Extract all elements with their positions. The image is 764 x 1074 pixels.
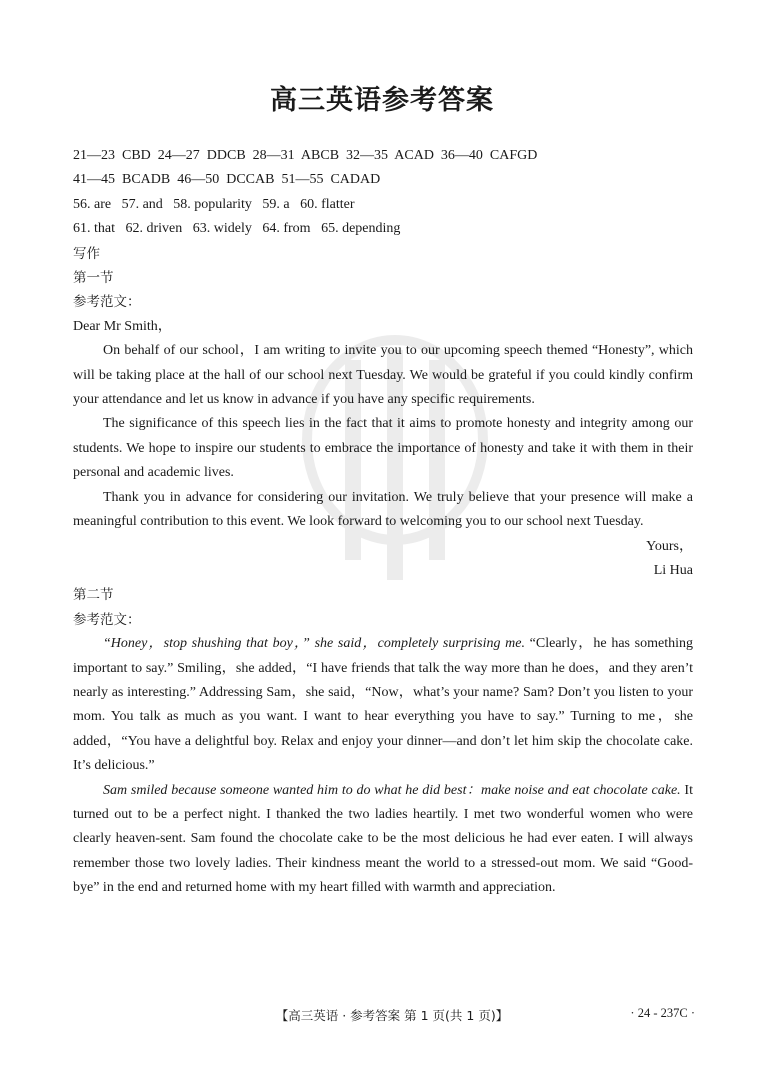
section2-heading: 第二节	[73, 587, 114, 604]
section1-sample-label: 参考范文：	[73, 294, 141, 311]
footer-code: · 24 - 237C ·	[630, 1006, 695, 1020]
story-paragraph-1-text: “Clearly，he has something important to say.” Smiling，she added，“I have friends that talk the way more than he does，and they aren’t nearly as interesting.” Addressing Sam，she said，“Now，what’s your name? Sam? Don’t you listen to your mom. You talk as much as you want. I want to hear everything you have to say.” Turning to me，she added，“You have a delightful boy. Relax and enjoy your dinner—and don’t let him skip the chocolate cake. It’s delicious.”	[73, 636, 693, 774]
story-paragraph-1-given-start: “Honey，stop shushing that boy，” she said，completely surprising me.	[103, 636, 525, 652]
story-paragraph-2-given-start: Sam smiled because someone wanted him to do what he did best：make noise and eat chocolate cake.	[103, 782, 681, 798]
page-title: 高三英语参考答案	[270, 85, 494, 116]
footer-page-info: 【高三英语 · 参考答案 第 1 页(共 1 页)】	[275, 1008, 509, 1023]
answer-line-2: 41—45 BCADB 46—50 DCCAB 51—55 CADAD	[73, 172, 381, 188]
story-paragraph-2-text: It turned out to be a perfect night. I thanked the two ladies heartily. I met two wonderful women who were clearly heaven-sent. Sam found the chocolate cake to be the most delicious he had ever eaten. I will always remember those two lovely ladies. Their kindness meant the world to a stressed-out mom. We said “Good-bye” in the end and returned home with my heart filled with warmth and appreciation.	[73, 782, 693, 896]
letter-paragraph-3: Thank you in advance for considering our invitation. We truly believe that your presence will make a meaningful contribution to this event. We look forward to welcoming you to our school next Tuesday.	[73, 489, 693, 530]
writing-heading: 写作	[73, 245, 100, 262]
story-paragraph-1	[73, 632, 693, 778]
section2-sample-label: 参考范文：	[73, 611, 141, 628]
letter-salutation: Dear Mr Smith，	[73, 318, 172, 334]
answer-line-1: 21—23 CBD 24—27 DDCB 28—31 ABCB 32—35 ACAD 36—40 CAFGD	[73, 148, 538, 163]
story-paragraph-2	[73, 779, 693, 901]
answer-line-3: 56. are 57. and 58. popularity 59. a 60. flatter	[73, 196, 355, 212]
section1-heading: 第一节	[73, 270, 114, 287]
letter-paragraph-1: On behalf of our school，I am writing to invite you to our upcoming speech themed “Honesty”, which will be taking place at the hall of our school next Tuesday. We would be grateful if you could kindly confirm your attendance and let us know in advance if you have any specific requirements.	[73, 343, 693, 408]
answer-line-4: 61. that 62. driven 63. widely 64. from 65. depending	[73, 221, 401, 237]
document-body	[73, 144, 693, 901]
letter-closing: Yours，	[646, 538, 693, 554]
letter-paragraph-2: The significance of this speech lies in the fact that it aims to promote honesty and integrity among our students. We hope to inspire our students to embrace the importance of honesty and take it with them in their personal and academic lives.	[73, 416, 693, 481]
letter-signature: Li Hua	[653, 562, 693, 578]
